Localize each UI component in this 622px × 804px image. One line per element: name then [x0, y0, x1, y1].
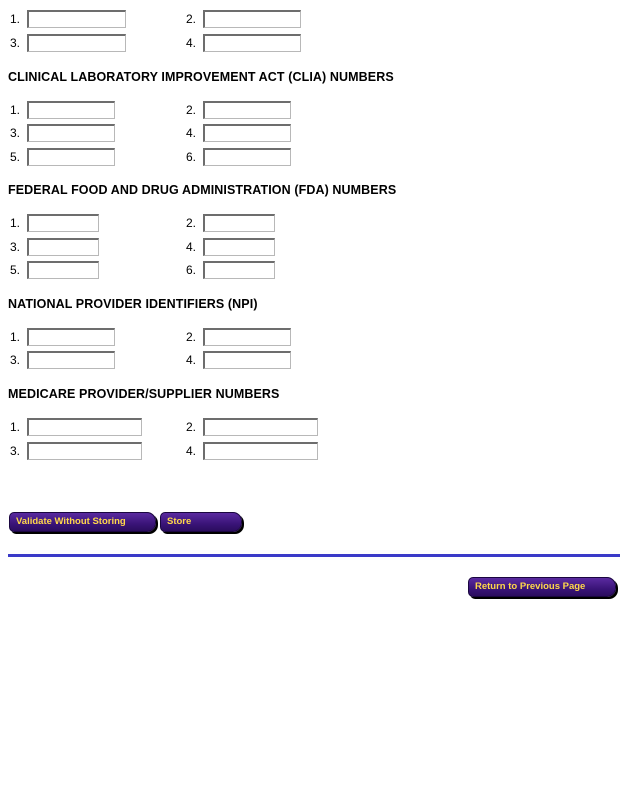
- clia-field-4[interactable]: [203, 124, 291, 142]
- top-field-4[interactable]: [203, 34, 301, 52]
- fda-label-4: 4.: [186, 240, 197, 254]
- fda-field-5[interactable]: [27, 261, 99, 279]
- fda-field-2[interactable]: [203, 214, 275, 232]
- medicare-field-1[interactable]: [27, 418, 142, 436]
- fda-label-3: 3.: [10, 240, 21, 254]
- npi-field-1[interactable]: [27, 328, 115, 346]
- top-label-3: 3.: [10, 36, 21, 50]
- npi-label-3: 3.: [10, 353, 21, 367]
- clia-label-6: 6.: [186, 150, 197, 164]
- medicare-field-4[interactable]: [203, 442, 318, 460]
- clia-heading: CLINICAL LABORATORY IMPROVEMENT ACT (CLIA) NUMBERS: [8, 70, 394, 84]
- medicare-heading: MEDICARE PROVIDER/SUPPLIER NUMBERS: [8, 387, 280, 401]
- medicare-label-1: 1.: [10, 420, 21, 434]
- top-field-2[interactable]: [203, 10, 301, 28]
- fda-field-1[interactable]: [27, 214, 99, 232]
- top-label-4: 4.: [186, 36, 197, 50]
- medicare-label-3: 3.: [10, 444, 21, 458]
- medicare-label-4: 4.: [186, 444, 197, 458]
- clia-label-3: 3.: [10, 126, 21, 140]
- fda-field-3[interactable]: [27, 238, 99, 256]
- divider: [8, 554, 620, 557]
- npi-heading: NATIONAL PROVIDER IDENTIFIERS (NPI): [8, 297, 258, 311]
- clia-field-3[interactable]: [27, 124, 115, 142]
- top-label-2: 2.: [186, 12, 197, 26]
- npi-label-2: 2.: [186, 330, 197, 344]
- top-field-3[interactable]: [27, 34, 126, 52]
- npi-label-4: 4.: [186, 353, 197, 367]
- validate-without-storing-button[interactable]: Validate Without Storing: [9, 512, 156, 532]
- fda-field-4[interactable]: [203, 238, 275, 256]
- clia-field-6[interactable]: [203, 148, 291, 166]
- clia-label-2: 2.: [186, 103, 197, 117]
- medicare-field-3[interactable]: [27, 442, 142, 460]
- fda-label-2: 2.: [186, 216, 197, 230]
- medicare-field-2[interactable]: [203, 418, 318, 436]
- store-button[interactable]: Store: [160, 512, 242, 532]
- clia-field-1[interactable]: [27, 101, 115, 119]
- clia-label-4: 4.: [186, 126, 197, 140]
- clia-label-1: 1.: [10, 103, 21, 117]
- npi-label-1: 1.: [10, 330, 21, 344]
- fda-label-6: 6.: [186, 263, 197, 277]
- medicare-label-2: 2.: [186, 420, 197, 434]
- clia-field-2[interactable]: [203, 101, 291, 119]
- fda-label-1: 1.: [10, 216, 21, 230]
- npi-field-3[interactable]: [27, 351, 115, 369]
- return-to-previous-page-button[interactable]: Return to Previous Page: [468, 577, 616, 597]
- clia-label-5: 5.: [10, 150, 21, 164]
- fda-field-6[interactable]: [203, 261, 275, 279]
- top-label-1: 1.: [10, 12, 21, 26]
- npi-field-4[interactable]: [203, 351, 291, 369]
- clia-field-5[interactable]: [27, 148, 115, 166]
- fda-heading: FEDERAL FOOD AND DRUG ADMINISTRATION (FDA) NUMBERS: [8, 183, 397, 197]
- fda-label-5: 5.: [10, 263, 21, 277]
- top-field-1[interactable]: [27, 10, 126, 28]
- npi-field-2[interactable]: [203, 328, 291, 346]
